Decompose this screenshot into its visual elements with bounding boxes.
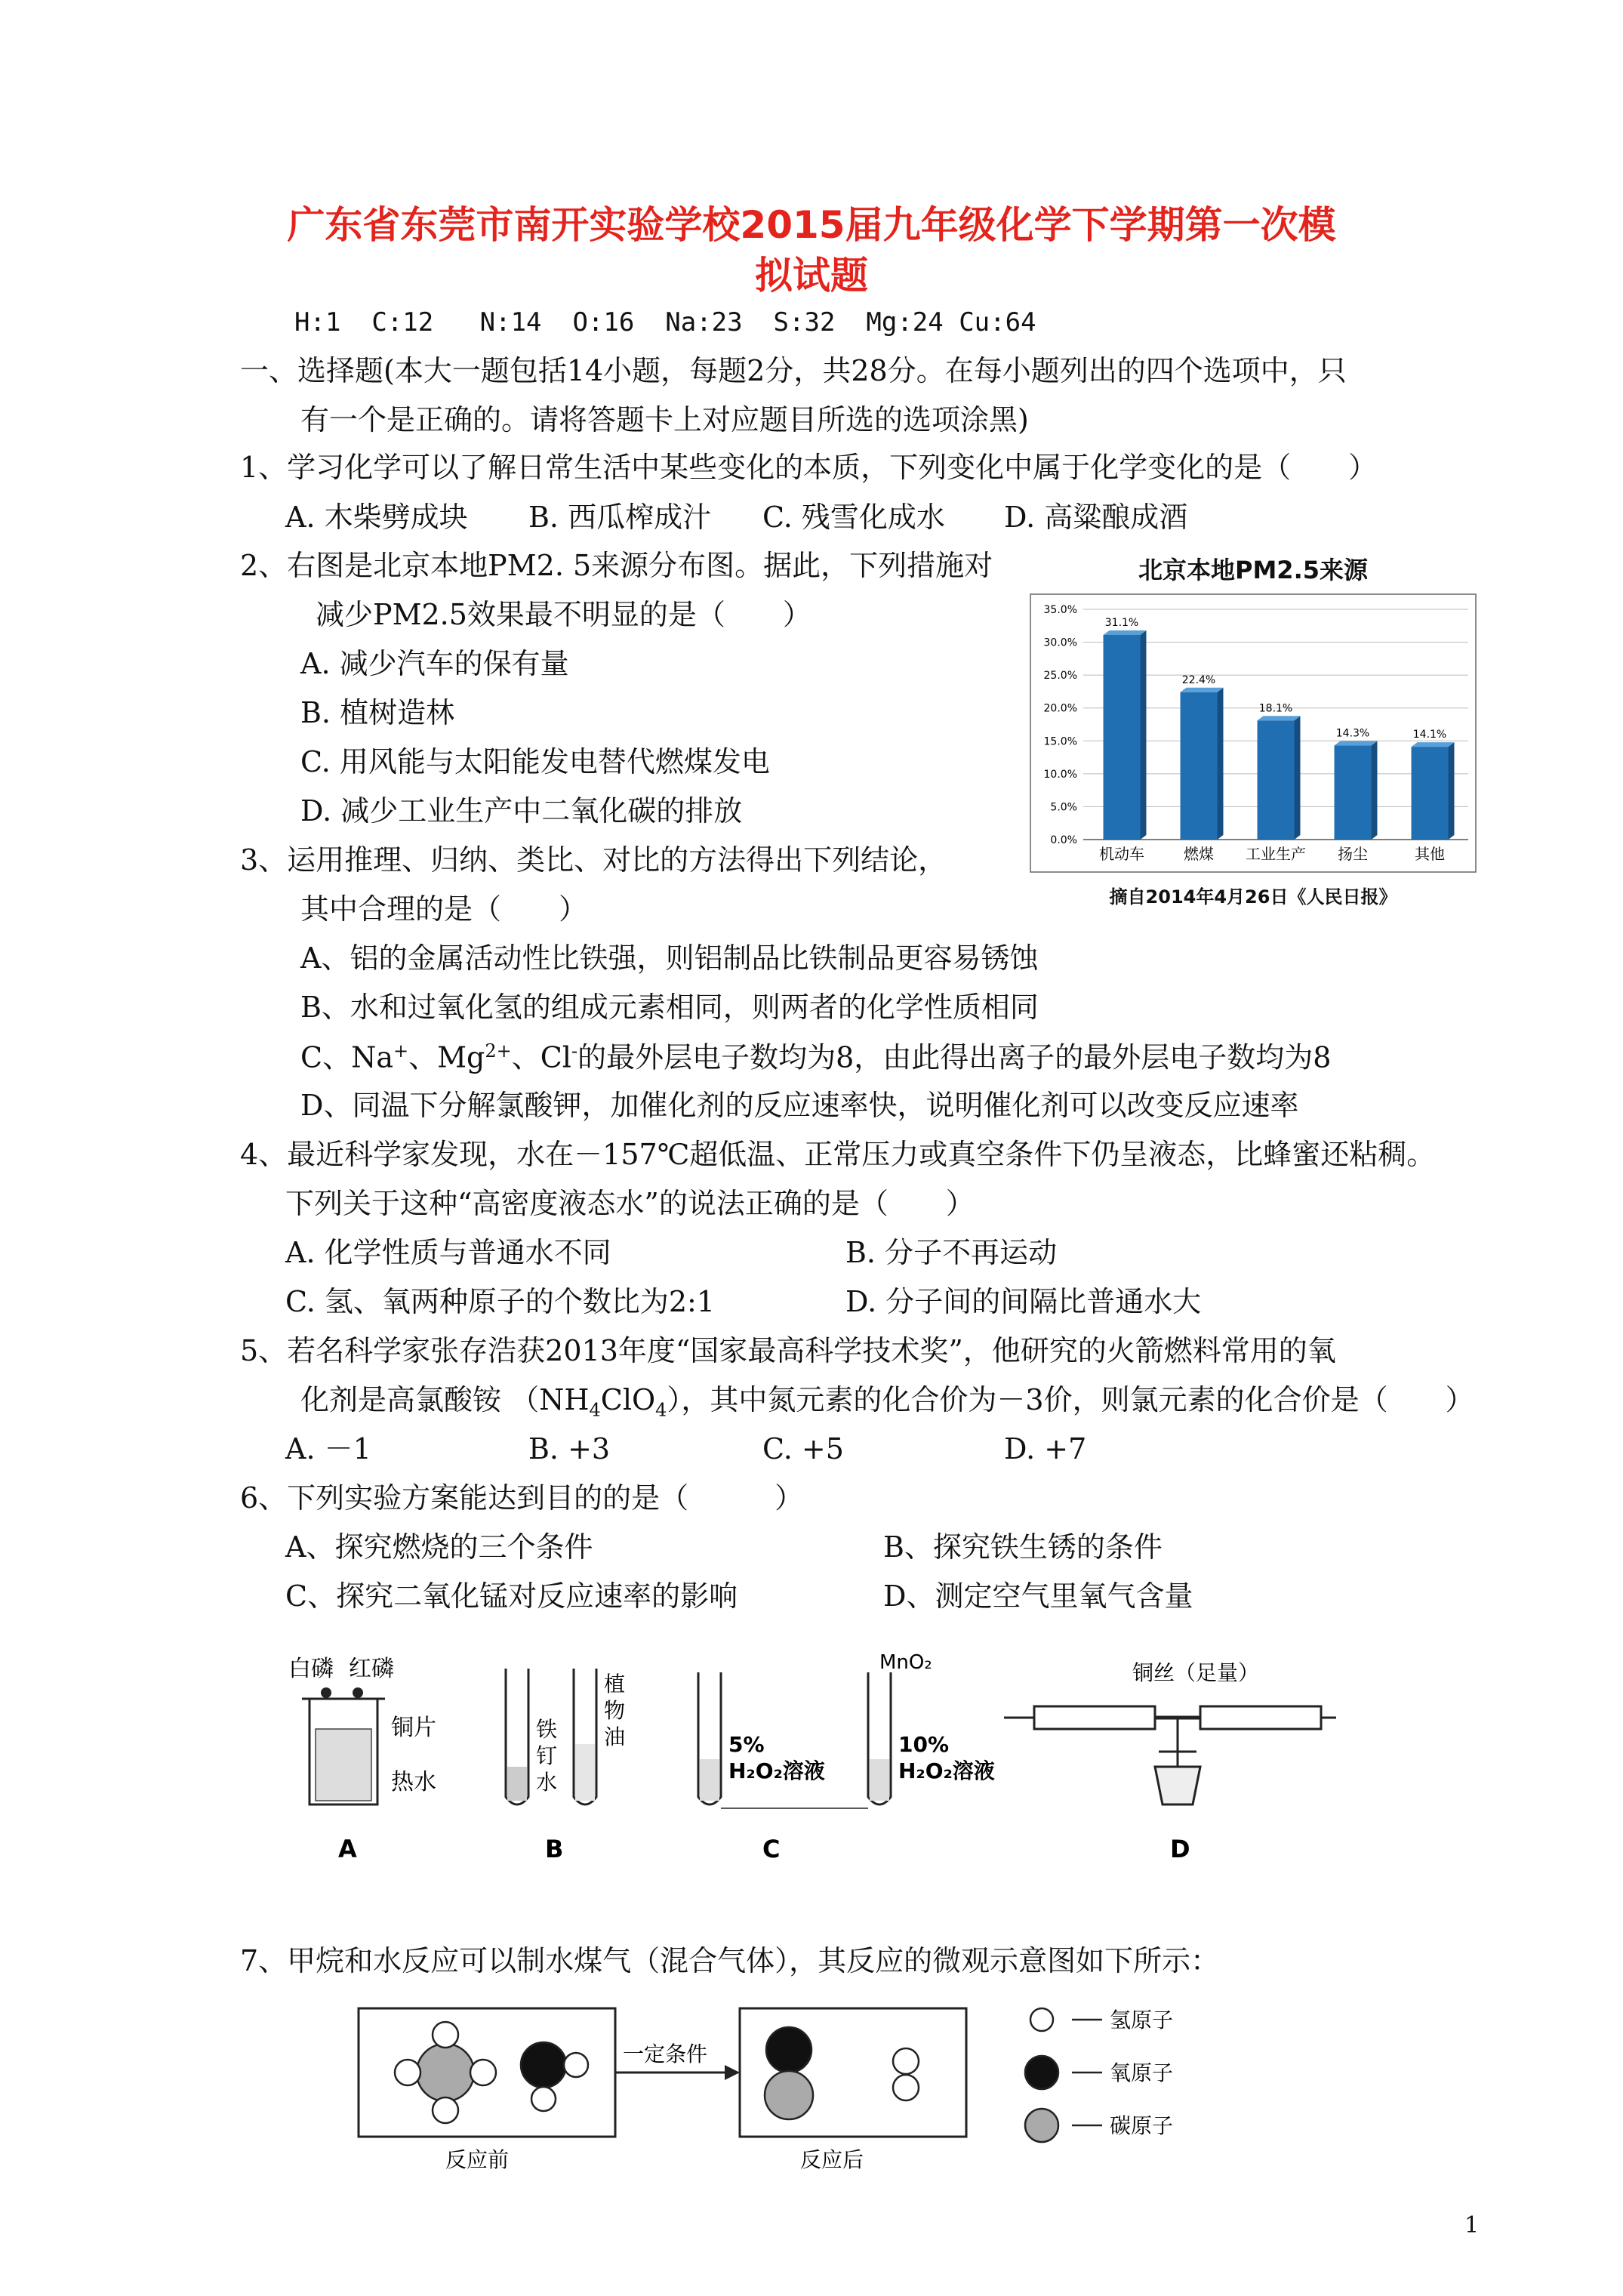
q7-stem: 7、甲烷和水反应可以制水煤气（混合气体），其反应的微观示意图如下所示：	[240, 1944, 1220, 1977]
q5-option-d: D. +7	[1004, 1432, 1087, 1465]
apparatus-c	[698, 1672, 891, 1808]
data-label: 18.1%	[1258, 702, 1293, 715]
legend	[1025, 2008, 1102, 2142]
q3-c-post: 的最外层电子数均为8，由此得出离子的最外层电子数均为8	[577, 1040, 1332, 1074]
a-label-white-phosphorus: 白磷	[288, 1656, 334, 1682]
b-label-char4: 植	[604, 1672, 626, 1697]
bar-side	[1294, 716, 1300, 840]
bar	[1181, 692, 1218, 840]
q4-option-c: C. 氢、氧两种原子的个数比为2:1	[285, 1285, 716, 1318]
q3-option-d: D、同温下分解氯酸钾，加催化剂的反应速率快，说明催化剂可以改变反应速率	[300, 1089, 1299, 1122]
chart-plot	[1027, 590, 1480, 892]
y-tick-label: 15.0%	[1043, 735, 1077, 748]
y-tick-label: 30.0%	[1043, 636, 1077, 649]
q5-stem1: 5、若名科学家张存浩获2013年度“国家最高科学技术奖”，他研究的火箭燃料常用的氧	[240, 1334, 1336, 1367]
q5-option-a: A. －1	[285, 1432, 371, 1465]
q6-option-a: A、探究燃烧的三个条件	[285, 1530, 593, 1564]
data-label: 14.1%	[1412, 729, 1447, 741]
b-label-char1: 铁	[536, 1717, 558, 1742]
q1-option-a: A. 木柴劈成块	[285, 501, 468, 534]
bar-top	[1412, 742, 1455, 747]
bar-side	[1448, 742, 1454, 840]
y-tick-label: 25.0%	[1043, 670, 1077, 683]
q6-apparatus-figure	[279, 1653, 1336, 1880]
q4-option-a: A. 化学性质与普通水不同	[285, 1236, 611, 1269]
q6-option-d: D、测定空气里氧气含量	[883, 1579, 1193, 1613]
q2-stem1: 2、右图是北京本地PM2. 5来源分布图。据此，下列措施对	[240, 549, 993, 582]
apparatus-d	[1004, 1706, 1336, 1804]
q7-reaction-figure	[355, 1986, 1336, 2174]
arrow-label: 一定条件	[623, 2042, 708, 2066]
q3-c-mid2: 、Cl	[511, 1040, 571, 1074]
q5-s2-sub1: 4	[589, 1399, 601, 1421]
x-tick-label: 其他	[1415, 845, 1445, 863]
bar	[1412, 747, 1449, 840]
q3-stem1: 3、运用推理、归纳、类比、对比的方法得出下列结论，	[240, 843, 947, 877]
c-label-mno2: MnO₂	[879, 1653, 932, 1674]
c-label-h2o2-2: H₂O₂溶液	[898, 1758, 995, 1783]
page-number: 1	[1464, 2212, 1480, 2239]
h2-molecule	[893, 2048, 919, 2100]
co-molecule	[765, 2027, 813, 2119]
chart-frame	[1030, 594, 1476, 872]
q5-s2-mid: ClO	[600, 1383, 656, 1416]
methane-molecule	[395, 2022, 496, 2123]
chart-title: 北京本地PM2.5来源	[1138, 556, 1368, 584]
q1-option-d: D. 高粱酿成酒	[1004, 501, 1188, 534]
legend-oxygen: 氧原子	[1110, 2060, 1174, 2085]
panel-letter-d: D	[1170, 1835, 1190, 1863]
after-box	[740, 2008, 966, 2137]
doc-title-line1: 广东省东莞市南开实验学校2015届九年级化学下学期第一次模	[287, 203, 1336, 247]
data-label: 31.1%	[1104, 616, 1139, 629]
q4-option-d: D. 分子间的间隔比普通水大	[845, 1285, 1202, 1318]
y-tick-label: 10.0%	[1043, 768, 1077, 781]
x-tick-label: 扬尘	[1338, 845, 1368, 863]
bar-top	[1181, 688, 1224, 692]
y-tick-label: 35.0%	[1043, 604, 1077, 616]
c-label-10pct: 10%	[898, 1732, 950, 1757]
before-label: 反应前	[445, 2147, 510, 2172]
c-label-5pct: 5%	[728, 1732, 765, 1757]
q4-stem2: 下列关于这种“高密度液态水”的说法正确的是（ ）	[285, 1187, 975, 1220]
q1-option-c: C. 残雪化成水	[762, 501, 945, 534]
data-label: 22.4%	[1181, 673, 1216, 686]
q1-stem: 1、学习化学可以了解日常生活中某些变化的本质，下列变化中属于化学变化的是（ ）	[240, 451, 1378, 484]
apparatus-a	[302, 1687, 385, 1804]
q5-option-c: C. +5	[762, 1432, 844, 1465]
bar-top	[1104, 630, 1147, 635]
q5-stem2	[300, 1385, 1474, 1419]
q2-option-d: D. 减少工业生产中二氧化碳的排放	[300, 794, 743, 827]
q3-c-pre: C、Na	[300, 1040, 393, 1074]
q1-option-b: B. 西瓜榨成汁	[528, 501, 712, 534]
q3-option-c	[300, 1042, 1331, 1072]
section1-line2: 有一个是正确的。请将答题卡上对应题目所选的选项涂黑)	[300, 403, 1029, 436]
bar-side	[1217, 688, 1223, 840]
after-label: 反应后	[800, 2147, 864, 2172]
section1-line1: 一、选择题(本大一题包括14小题，每题2分，共28分。在每小题列出的四个选项中，只	[240, 354, 1347, 387]
q5-s2-sub2: 4	[655, 1399, 667, 1421]
q2-option-c: C. 用风能与太阳能发电替代燃煤发电	[300, 745, 770, 778]
q2-option-b: B. 植树造林	[300, 696, 455, 729]
d-label-copper-wire: 铜丝（足量）	[1132, 1660, 1260, 1685]
q3-stem2: 其中合理的是（ ）	[300, 892, 588, 926]
q5-s2-pre: 化剂是高氯酸铵 （NH	[300, 1383, 590, 1416]
q3-c-sup3: -	[571, 1040, 578, 1062]
q4-option-b: B. 分子不再运动	[845, 1236, 1058, 1269]
q5-s2-post: ），其中氮元素的化合价为－3价，则氯元素的化合价是（ ）	[667, 1383, 1474, 1416]
atomic-masses: H:1 C:12 N:14 O:16 Na:23 S:32 Mg:24 Cu:64	[294, 307, 1036, 337]
panel-letter-a: A	[338, 1835, 357, 1863]
bar-side	[1140, 630, 1146, 840]
q6-stem: 6、下列实验方案能达到目的的是（ ）	[240, 1481, 804, 1515]
q3-option-b: B、水和过氧化氢的组成元素相同，则两者的化学性质相同	[300, 991, 1039, 1024]
bar-top	[1258, 716, 1301, 720]
a-label-hot-water: 热水	[391, 1769, 436, 1795]
bar	[1335, 745, 1372, 840]
bar-side	[1371, 741, 1377, 840]
q6-option-b: B、探究铁生锈的条件	[883, 1530, 1163, 1564]
a-label-red-phosphorus: 红磷	[349, 1656, 394, 1682]
c-label-h2o2-1: H₂O₂溶液	[728, 1758, 825, 1783]
data-label: 14.3%	[1335, 727, 1370, 740]
y-tick-label: 0.0%	[1050, 834, 1077, 846]
q3-option-a: A、铝的金属活动性比铁强，则铝制品比铁制品更容易锈蚀	[300, 942, 1039, 975]
y-tick-label: 20.0%	[1043, 702, 1077, 715]
q4-stem1: 4、最近科学家发现，水在－157℃超低温、正常压力或真空条件下仍呈液态，比蜂蜜还粘稠。	[240, 1138, 1436, 1171]
b-label-char6: 油	[604, 1724, 626, 1749]
q3-c-mid1: 、Mg	[408, 1040, 485, 1074]
y-tick-label: 5.0%	[1050, 801, 1077, 814]
legend-hydrogen: 氢原子	[1110, 2008, 1174, 2032]
x-tick-label: 机动车	[1099, 845, 1144, 863]
b-label-char5: 物	[604, 1698, 626, 1723]
q6-option-c: C、探究二氧化锰对反应速率的影响	[285, 1579, 738, 1613]
a-label-copper: 铜片	[391, 1715, 436, 1741]
b-label-char3: 水	[536, 1770, 558, 1795]
chart-caption: 摘自2014年4月26日《人民日报》	[1109, 886, 1397, 908]
reaction-arrowhead	[725, 2065, 740, 2080]
x-tick-label: 工业生产	[1246, 845, 1306, 863]
q3-c-sup2: 2+	[485, 1040, 512, 1062]
bar	[1104, 635, 1141, 840]
q2-option-a: A. 减少汽车的保有量	[300, 647, 569, 680]
x-tick-label: 燃煤	[1184, 845, 1214, 863]
bar-top	[1335, 741, 1378, 745]
b-label-char2: 钉	[536, 1743, 558, 1768]
q2-stem2: 减少PM2.5效果最不明显的是（ ）	[316, 598, 812, 631]
doc-title-line2: 拟试题	[755, 254, 868, 297]
legend-carbon: 碳原子	[1110, 2113, 1174, 2138]
pm25-chart	[1027, 544, 1480, 914]
q5-option-b: B. +3	[528, 1432, 611, 1465]
water-molecule	[521, 2042, 588, 2111]
panel-letter-c: C	[762, 1835, 781, 1863]
panel-letter-b: B	[545, 1835, 564, 1863]
q3-c-sup1: +	[393, 1040, 409, 1062]
bar	[1258, 720, 1295, 840]
